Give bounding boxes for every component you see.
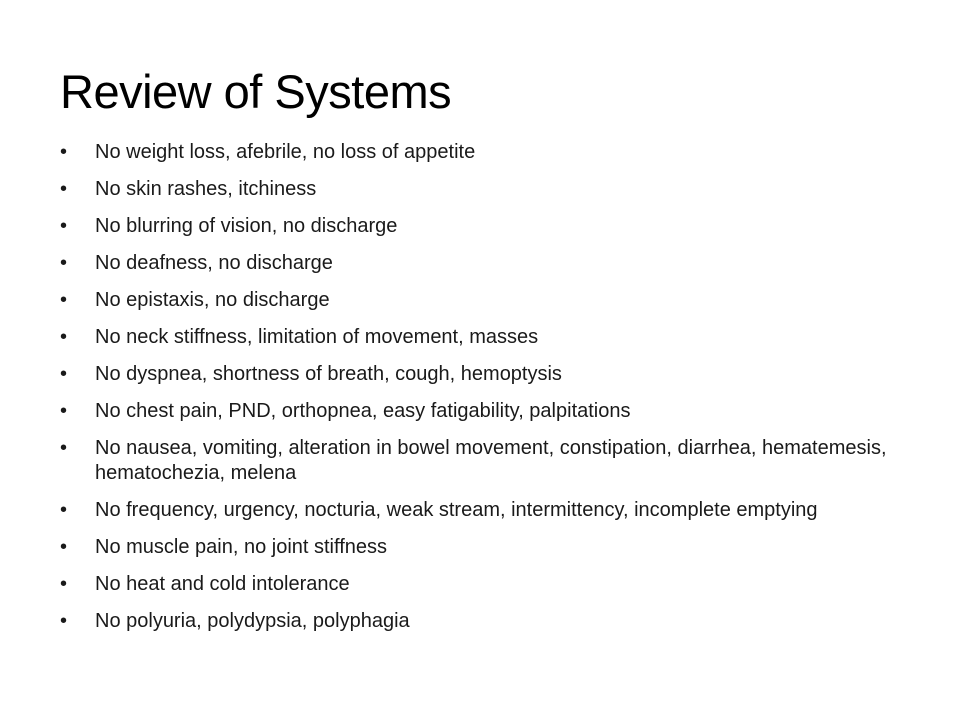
bullet-text: No muscle pain, no joint stiffness [95, 536, 388, 558]
bullet-dot-icon: • [60, 215, 68, 237]
bullet-dot-icon: • [60, 178, 68, 200]
bullet-dot-icon: • [60, 326, 68, 348]
bullet-text: No neck stiffness, limitation of movement, masses [95, 326, 539, 348]
bullet-dot-icon: • [60, 289, 68, 311]
bullet-text: No dyspnea, shortness of breath, cough, hemoptysis [95, 363, 562, 385]
bullet-item [60, 572, 910, 597]
bullet-dot-icon: • [60, 252, 68, 274]
bullet-dot-icon: • [60, 437, 68, 459]
bullet-text: No nausea, vomiting, alteration in bowel movement, constipation, diarrhea, hematemesis, hematochezia, melena [95, 437, 887, 484]
bullet-text: No heat and cold intolerance [95, 573, 350, 595]
bullet-item [60, 399, 910, 424]
bullet-list [60, 140, 910, 646]
bullet-text: No frequency, urgency, nocturia, weak stream, intermittency, incomplete emptying [95, 499, 818, 521]
bullet-text: No deafness, no discharge [95, 252, 333, 274]
bullet-dot-icon: • [60, 499, 68, 521]
bullet-dot-icon: • [60, 610, 68, 632]
bullet-item [60, 535, 910, 560]
bullet-text: No skin rashes, itchiness [95, 178, 317, 200]
bullet-item [60, 362, 910, 387]
bullet-item [60, 498, 910, 523]
slide-title: Review of Systems [60, 65, 452, 118]
bullet-dot-icon: • [60, 536, 68, 558]
bullet-dot-icon: • [60, 141, 68, 163]
bullet-item [60, 177, 910, 202]
bullet-item [60, 251, 910, 276]
bullet-dot-icon: • [60, 573, 68, 595]
bullet-dot-icon: • [60, 400, 68, 422]
bullet-item [60, 214, 910, 239]
bullet-item [60, 325, 910, 350]
bullet-text: No epistaxis, no discharge [95, 289, 330, 311]
bullet-text: No weight loss, afebrile, no loss of appetite [95, 141, 476, 163]
bullet-text: No polyuria, polydypsia, polyphagia [95, 610, 410, 632]
bullet-item [60, 140, 910, 165]
bullet-dot-icon: • [60, 363, 68, 385]
bullet-item [60, 288, 910, 313]
bullet-item [60, 609, 910, 634]
bullet-text: No chest pain, PND, orthopnea, easy fatigability, palpitations [95, 400, 631, 422]
bullet-text: No blurring of vision, no discharge [95, 215, 398, 237]
bullet-item [60, 436, 910, 486]
